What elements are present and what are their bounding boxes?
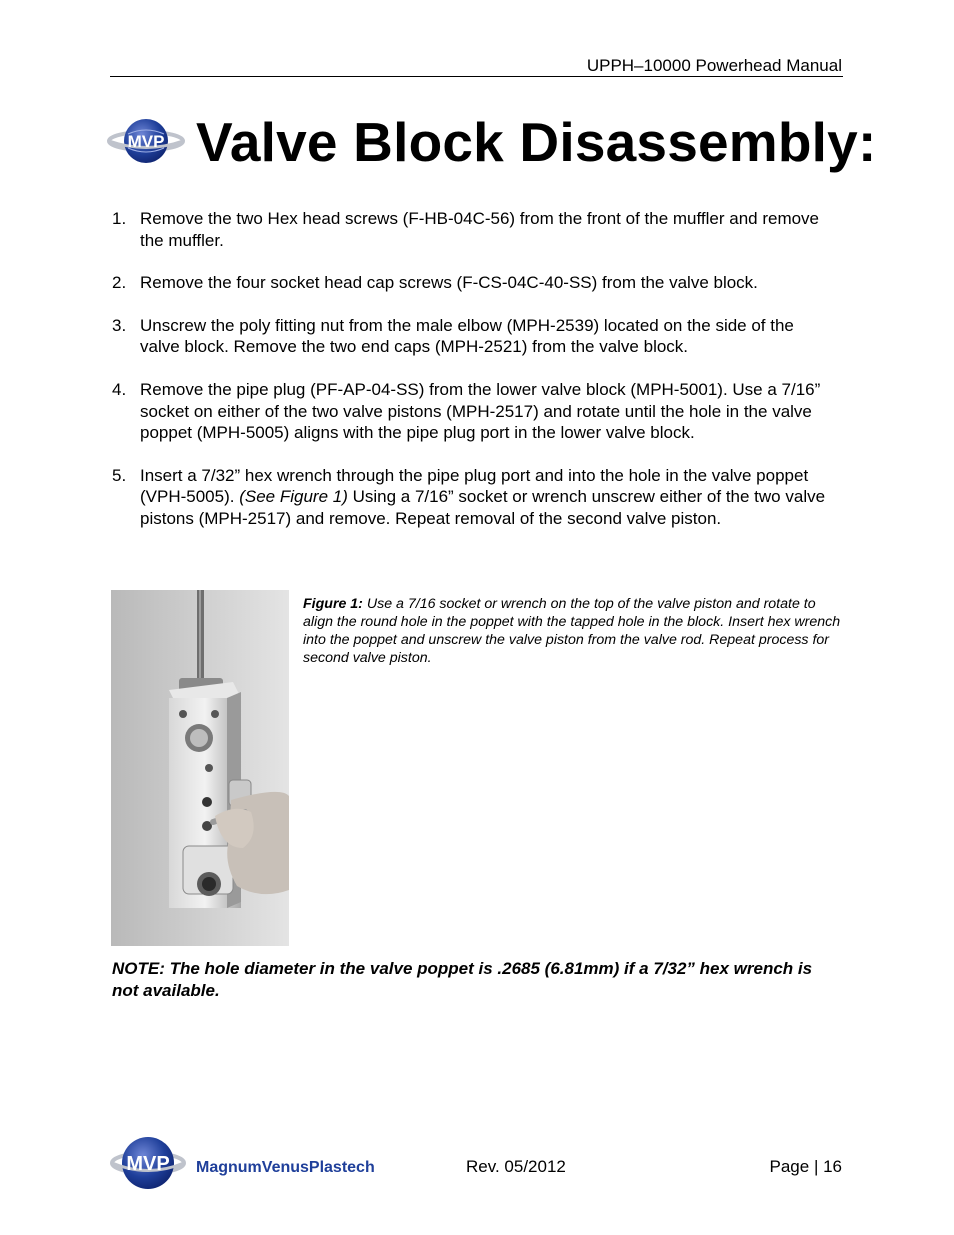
valve-block-photo [111, 590, 289, 946]
title-row [106, 108, 877, 178]
figure-label: Figure 1: [303, 596, 363, 612]
list-item [112, 208, 832, 251]
figure-caption [303, 595, 848, 667]
figure-caption-text: Use a 7/16 socket or wrench on the top of the valve piston and rotate to align the round hole in the poppet with the tapped hole in the block. Insert hex wrench into the poppet and unscrew the valve piston from the valve rod. Repeat process for second valve piston. [303, 596, 841, 666]
step-text-end: Using a 7/16” socket or wrench unscrew either of the two valve pistons (MPH-2517) and remove. Repeat removal of the second valve piston. [140, 487, 826, 528]
list-item [112, 465, 832, 530]
step-text: Remove the pipe plug (PF-AP-04-SS) from the lower valve block (MPH-5001). Use a 7/16” socket on either of the two valve pistons (MPH-2517) and rotate until the hole in the valve poppet (MPH-5005) aligns with the pipe plug port in the lower valve block. [140, 379, 821, 443]
figure-reference: (See Figure 1) [239, 487, 348, 507]
step-text: Remove the two Hex head screws (F-HB-04C-56) from the front of the muffler and remove the muffler. [140, 209, 820, 250]
mvp-globe-logo-icon [106, 116, 186, 166]
list-item [112, 272, 832, 294]
step-number: 1. [112, 209, 127, 228]
step-number: 2. [112, 273, 127, 293]
list-item [112, 315, 832, 358]
manual-title: UPPH–10000 Powerhead Manual [586, 56, 842, 75]
footer-logo-icon [110, 1130, 410, 1194]
step-text-start: Insert a 7/32” hex wrench through the pipe plug port and into the hole in the valve poppet (VPH-5005). [140, 465, 809, 507]
step-number: 5. [112, 465, 127, 485]
footer-logo-text: MVP [126, 1153, 170, 1175]
page-number: Page | 16 [769, 1157, 842, 1176]
revision-date: Rev. 05/2012 [466, 1157, 566, 1176]
brand-name: MagnumVenusPlastech [196, 1159, 375, 1176]
step-text: Remove the four socket head cap screws (F-CS-04C-40-SS) from the valve block. [140, 273, 758, 293]
note-text: NOTE: The hole diameter in the valve poppet is .2685 (6.81mm) if a 7/32” hex wrench is not available. [112, 959, 813, 1000]
step-text: Unscrew the poly fitting nut from the male elbow (MPH-2539) located on the side of the valve block. Remove the two end caps (MPH-2521) from the valve block. [140, 315, 794, 357]
steps-list [112, 208, 832, 551]
step-number: 3. [112, 315, 127, 335]
list-item [112, 379, 832, 444]
step-number: 4. [112, 379, 127, 399]
header-divider [110, 76, 843, 77]
logo-text: MVP [127, 132, 165, 151]
page-title: Valve Block Disassembly: [196, 111, 877, 173]
